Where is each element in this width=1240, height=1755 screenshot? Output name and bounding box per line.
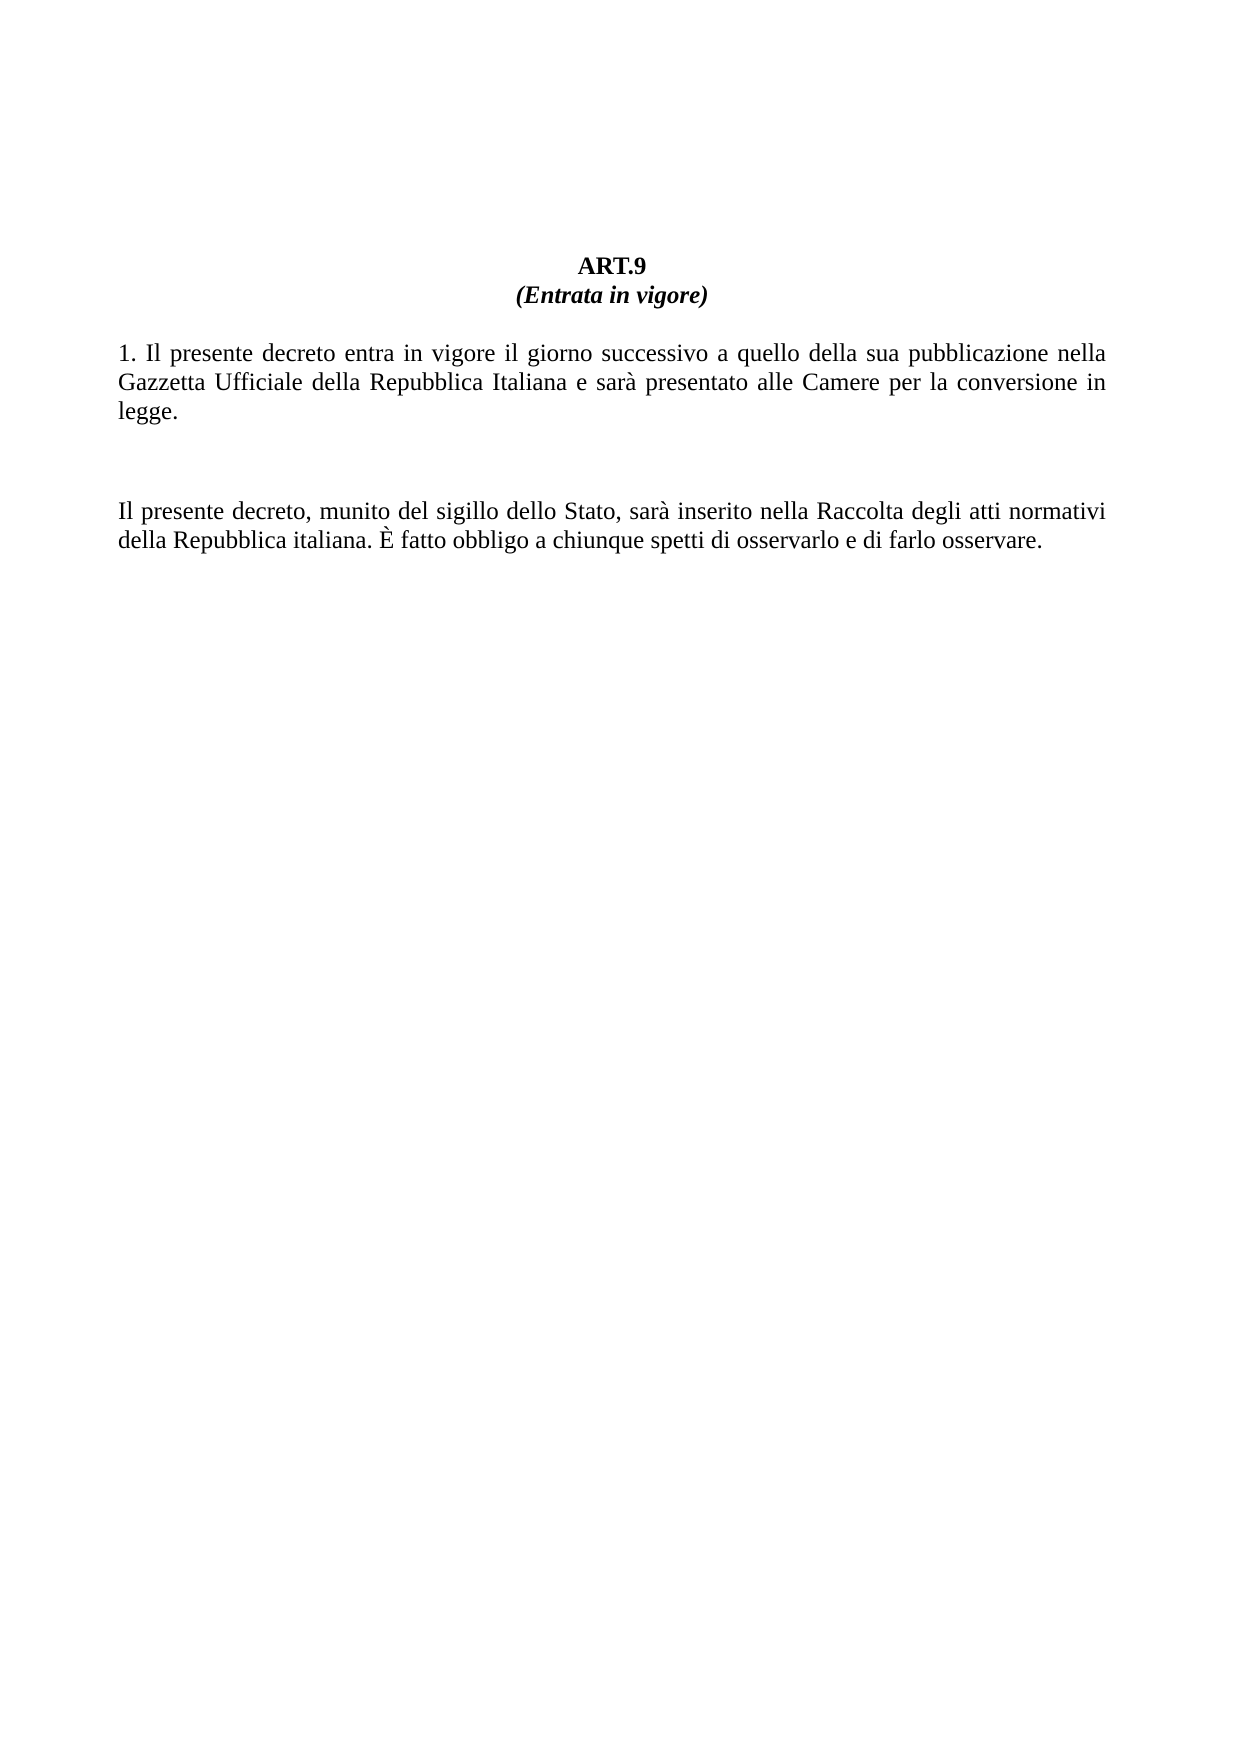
blank-gap: [118, 426, 1106, 497]
paragraph-entry-into-force: 1. Il presente decreto entra in vigore il giorno successivo a quello della sua pubblicazione nella Gazzetta Ufficiale della Repubblica Italiana e sarà presentato alle Camere per la conversione in legge.: [118, 340, 1106, 425]
article-heading: ART.9: [577, 253, 647, 280]
article-subtitle: (Entrata in vigore): [515, 282, 709, 309]
blank-line: [118, 310, 1106, 339]
paragraph-seal-clause: Il presente decreto, munito del sigillo dello Stato, sarà inserito nella Raccolta degli atti normativi della Repubblica italiana. È fatto obbligo a chiunque spetti di osservarlo e di farlo osservare.: [118, 498, 1106, 554]
